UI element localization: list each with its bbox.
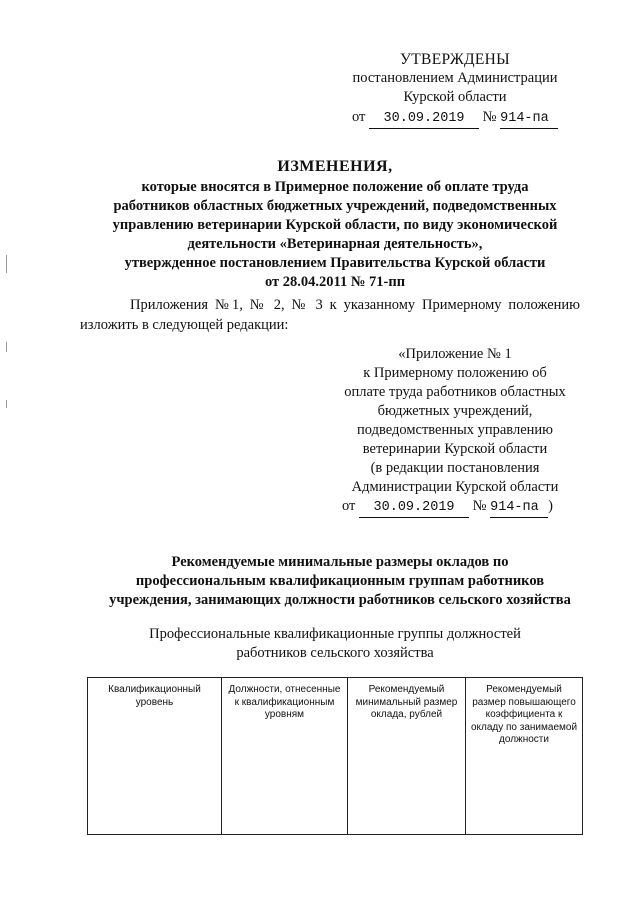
header-cell-salary [348,678,466,835]
header-text: Должности, отнесенные к квалификационным уровням [228,684,341,720]
from-label: от [342,498,356,514]
header-cell-positions [222,678,348,835]
changes-title [70,157,600,292]
table-header-row [88,678,583,835]
changes-line: деятельности «Ветеринарная деятельность», [187,236,483,252]
changes-heading: ИЗМЕНЕНИЯ, [277,158,393,175]
groups-title [110,625,560,663]
appendix-date: 30.09.2019 [359,498,469,518]
number-sign: № [472,498,487,514]
header-text: Рекомендуемый минимальный размер оклада, рублей [355,684,458,720]
closing-paren: ) [548,498,553,514]
appendix-date-line [330,497,580,518]
changes-line: управлению ветеринарии Курской области, по виду экономической [112,217,558,233]
appendix-line: (в редакции постановления [370,460,540,476]
appendix-line: оплате труда работников областных [344,384,566,400]
header-cell-level [88,678,222,835]
title-line: учреждения, занимающих должности работников сельского хозяйства [109,592,571,608]
appendix-line: «Приложение № 1 [398,346,512,362]
approval-date: 30.09.2019 [369,109,479,129]
title-line: работников сельского хозяйства [236,645,434,661]
appendix-number: 914-па [490,498,548,518]
scan-mark [6,400,7,408]
salary-table [87,677,583,835]
header-cell-coefficient [466,678,583,835]
changes-line: утвержденное постановлением Правительства Курской области [124,255,546,271]
appendix-line: бюджетных учреждений, [377,403,533,419]
changes-line: которые вносятся в Примерное положение об оплате труда [141,179,529,195]
appendix-line: Администрации Курской области [351,479,559,495]
scan-mark [6,342,7,352]
appendix-line: подведомственных управлению [357,422,553,438]
appendix-line: ветеринарии Курской области [362,441,548,457]
header-text: Квалификационный уровень [108,684,201,708]
header-text: Рекомендуемый размер повышающего коэффициента к окладу по занимаемой должности [470,684,578,745]
number-sign: № [482,109,497,125]
changes-line: работников областных бюджетных учреждений, подведомственных [113,198,557,214]
approval-date-line [330,108,580,129]
approval-line: Курской области [403,89,507,105]
appendix-line: к Примерному положению об [363,365,547,381]
approval-heading: УТВЕРЖДЕНЫ [400,51,510,68]
title-line: Профессиональные квалификационные группы должностей [149,626,521,642]
approval-line: постановлением Администрации [352,70,558,86]
approval-block [330,50,580,129]
changes-line: от 28.04.2011 № 71-пп [264,274,406,290]
scan-mark [6,255,7,273]
title-line: профессиональным квалификационным группам работников [135,573,545,589]
from-label: от [352,109,366,125]
recommended-sizes-title [90,553,590,610]
approval-number: 914-па [500,109,558,129]
appendix-block [330,345,580,518]
title-line: Рекомендуемые минимальные размеры окладов по [171,554,509,570]
intro-paragraph: Приложения №1, № 2, № 3 к указанному Примерному положению изложить в следующей редакции: [80,297,580,333]
